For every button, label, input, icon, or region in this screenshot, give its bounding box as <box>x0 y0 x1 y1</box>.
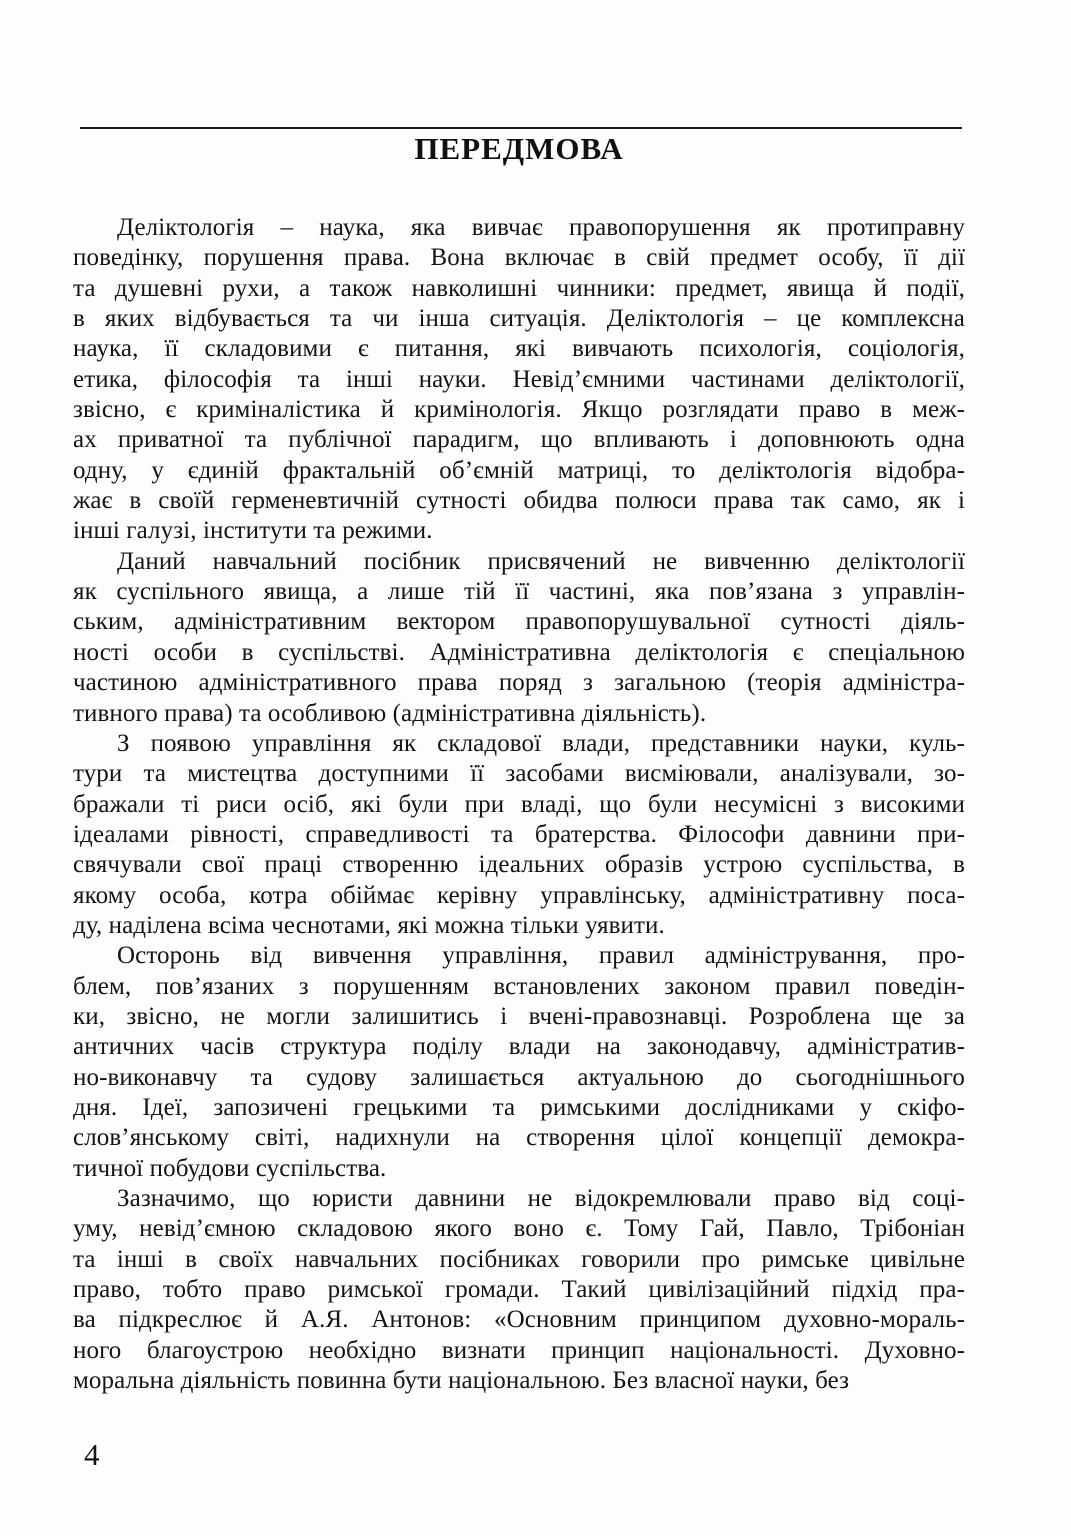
text-line: ідеалами рівності, справедливості та братерства. Філософи давнини при- <box>73 820 965 848</box>
text-line: бражали ті риси осіб, які були при владі, що були несумісні з високими <box>73 790 965 818</box>
text-line: свячували свої праці створенню ідеальних образів устрою суспільства, в <box>73 851 965 879</box>
page-number: 4 <box>84 1437 100 1472</box>
text-line: ва підкреслює й А.Я. Антонов: «Основним принципом духовно-мораль- <box>73 1306 965 1334</box>
text-line: ки, звісно, не могли залишитись і вчені-правознавці. Розроблена ще за <box>73 1002 965 1030</box>
text-line: слов’янському світі, надихнули на створення цілої концепції демокра- <box>73 1124 965 1152</box>
text-line: Зазначимо, що юристи давнини не відокремлювали право від соці- <box>117 1185 965 1212</box>
chapter-title: ПЕРЕДМОВА <box>414 131 624 166</box>
text-line: Даний навчальний посібник присвячений не вивченню деліктології <box>117 547 965 575</box>
paragraph <box>73 729 965 941</box>
text-line: одну, у єдиній фрактальній об’ємній матриці, то деліктологія відобра- <box>73 456 965 484</box>
text-line: жає в своїй герменевтичній сутності обидва полюси права так само, як і <box>73 487 965 515</box>
text-line: інші галузі, інститути та режими. <box>73 517 433 545</box>
text-line: Деліктологія – наука, яка вивчає правопорушення як протиправну <box>117 214 965 241</box>
paragraph <box>73 547 965 729</box>
text-line: уму, невід’ємною складовою якого воно є. Тому Гай, Павло, Трібоніан <box>73 1215 965 1243</box>
text-line: но-виконавчу та судову залишається актуальною до сьогоднішнього <box>73 1063 965 1091</box>
paragraph <box>73 1184 965 1396</box>
paragraph <box>73 213 965 547</box>
text-line: в яких відбувається та чи інша ситуація. Деліктологія – це комплексна <box>73 305 965 333</box>
text-line: ах приватної та публічної парадигм, що впливають і доповнюють одна <box>73 426 965 454</box>
text-line: Осторонь від вивчення управління, правил адміністрування, про- <box>117 942 965 970</box>
text-line: наука, її складовими є питання, які вивчають психологія, соціологія, <box>73 335 965 363</box>
text-line: та інші в своїх навчальних посібниках говорили про римське цивільне <box>73 1245 965 1273</box>
header-rule <box>80 127 962 129</box>
text-line: моральна діяльність повинна бути національною. Без власної науки, без <box>73 1367 850 1395</box>
text-line: етика, філософія та інші науки. Невід’ємними частинами деліктології, <box>73 365 965 393</box>
text-line: право, тобто право римської громади. Такий цивілізаційний підхід пра- <box>73 1276 965 1304</box>
text-line: ного благоустрою необхідно визнати принцип національності. Духовно- <box>73 1336 965 1364</box>
text-line: поведінку, порушення права. Вона включає в свій предмет особу, її дії <box>73 244 965 272</box>
text-line: дня. Ідеї, запозичені грецькими та римськими дослідниками у скіфо- <box>73 1093 965 1121</box>
text-line: звісно, є криміналістика й кримінологія. Якщо розглядати право в меж- <box>73 396 965 424</box>
paragraph <box>73 941 965 1184</box>
text-line: якому особа, котра обіймає керівну управлінську, адміністративну поса- <box>73 881 965 909</box>
text-line: тичної побудови суспільства. <box>73 1154 387 1182</box>
text-line: та душевні рухи, а також навколишні чинники: предмет, явища й події, <box>73 274 965 302</box>
text-line: ності особи в суспільстві. Адміністративна деліктологія є спеціальною <box>73 638 965 666</box>
text-line: як суспільного явища, а лише тій її частині, яка пов’язана з управлін- <box>73 578 965 606</box>
text-line: тивного права) та особливою (адміністративна діяльність). <box>73 699 707 727</box>
text-line: частиною адміністративного права поряд з загальною (теорія адміністра- <box>73 669 965 697</box>
text-line: блем, пов’язаних з порушенням встановлених законом правил поведін- <box>73 972 965 1000</box>
text-column <box>73 133 965 1396</box>
text-line: ду, наділена всіма чеснотами, які можна тільки уявити. <box>73 911 665 939</box>
text-line: античних часів структура поділу влади на законодавчу, адміністратив- <box>73 1033 965 1061</box>
text-line: тури та мистецтва доступними її засобами висміювали, аналізували, зо- <box>73 760 965 788</box>
text-body <box>73 213 965 1396</box>
text-line: З появою управління як складової влади, представники науки, куль- <box>117 729 965 757</box>
text-line: ським, адміністративним вектором правопорушувальної сутності діяль- <box>73 608 965 636</box>
